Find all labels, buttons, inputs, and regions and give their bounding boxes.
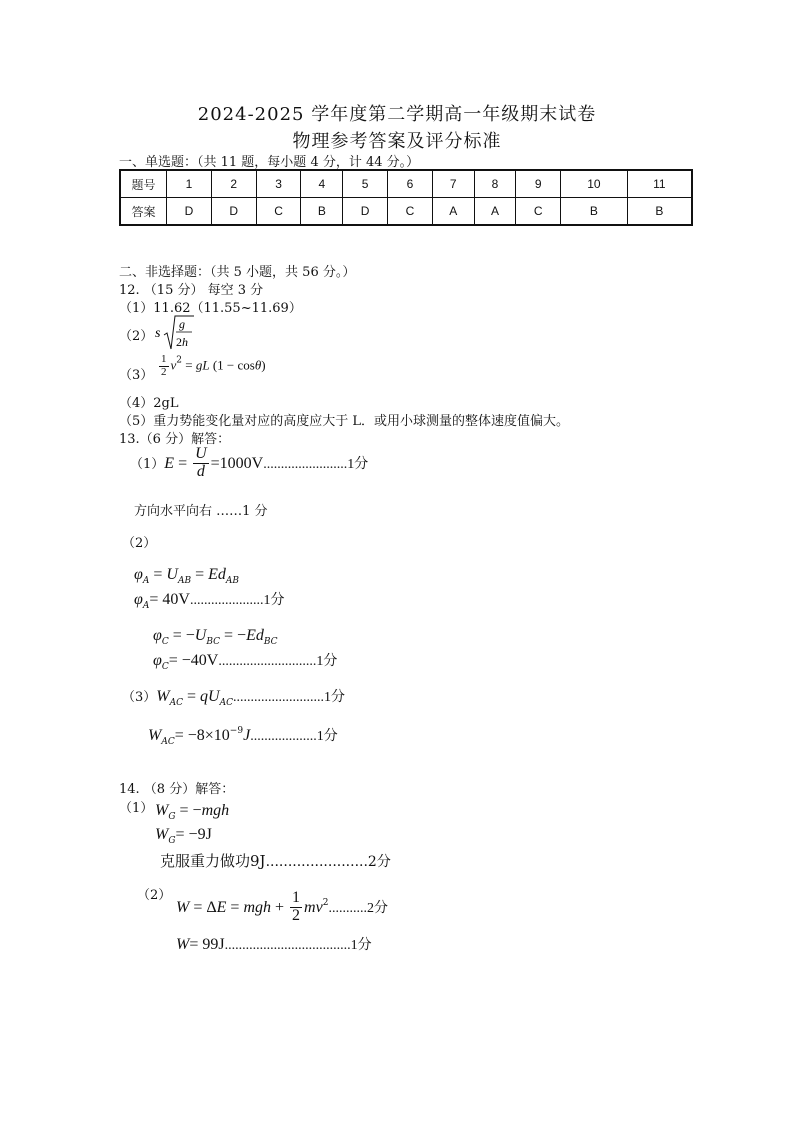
q13-phiA-def: $\varphi_A = U_{AB} = Ed_{AB}$ <box>134 566 240 586</box>
question-number: 7 <box>432 170 474 198</box>
q12-part1: （1）11.62（11.55~11.69） <box>119 301 302 316</box>
answer-cell: C <box>388 198 433 226</box>
question-number: 9 <box>516 170 561 198</box>
q13-part1-value: =1000V <box>210 454 264 472</box>
w-value: = 99J <box>189 936 225 953</box>
q12-part3-formula: $\frac{1}{2}$ $v^2$ = gL (1 − cosθ) <box>161 353 266 378</box>
wac-exponent: −9 <box>229 726 244 736</box>
q14-overcome <box>160 850 391 871</box>
answer-cell: C <box>256 198 301 226</box>
wg-value: = −9J <box>175 826 212 843</box>
q13-part1-score: ........................1分 <box>263 456 369 472</box>
q13-part1-label: （1） <box>130 456 165 472</box>
q12-part2-label: （2） <box>119 329 154 344</box>
phiA-score: .....................1分 <box>189 593 285 608</box>
question-number: 10 <box>561 170 628 198</box>
answer-cell: D <box>167 198 212 226</box>
q12-part3-label: （3） <box>119 368 154 383</box>
phiC-score: ............................1分 <box>218 654 338 669</box>
answer-cell: A <box>432 198 474 226</box>
w-value-score: ....................................1分 <box>224 938 372 953</box>
section2-heading: 二、非选择题：（共 5 小题，共 56 分。） <box>119 265 356 280</box>
exam-subtitle: 物理参考答案及评分标准 <box>292 131 502 152</box>
q14-part2-label: （2） <box>137 888 172 903</box>
section1-heading: 一、单选题：（共 11 题，每小题 4 分，计 44 分。） <box>119 155 420 170</box>
svg-text:2h: 2h <box>176 335 188 349</box>
answer-row-label: 答案 <box>120 198 167 226</box>
q12-part5: （5）重力势能变化量对应的高度应大于 L．或用小球测量的整体速度值偏大。 <box>119 414 570 429</box>
q13-header: 13.（6 分）解答： <box>119 432 231 447</box>
q13-phiC-def: $\varphi_C = -U_{BC} = -Ed_{BC}$ <box>153 627 278 647</box>
question-number: 6 <box>388 170 433 198</box>
q14-part1-label: （1） <box>119 801 154 816</box>
overcome-score: .......................2分 <box>265 854 391 870</box>
answer-cell: C <box>516 198 561 226</box>
answer-cell: B <box>561 198 628 226</box>
answer-cell: B <box>301 198 343 226</box>
answer-cell: B <box>627 198 692 226</box>
answer-table <box>119 169 693 226</box>
q14-w-def: W = ΔE = mgh + $\frac{1}{2}$ $mv^2...........2$分 <box>176 889 388 924</box>
q12-header: 12. （15 分） 每空 3 分 <box>119 283 264 298</box>
answer-cell: D <box>343 198 388 226</box>
q13-phiA-value: $\varphi_A= 40V.....................1$分 <box>134 591 285 611</box>
q13-phiC-value: $\varphi_C= -40V............................1$分 <box>153 652 338 672</box>
wac-value-score: ...................1分 <box>250 729 338 744</box>
svg-text:s: s <box>155 326 161 341</box>
q13-part2-label: （2） <box>122 536 157 551</box>
q14-w-value: W= 99J....................................1分 <box>176 936 372 953</box>
exam-title: 2024-2025 学年度第二学期高一年级期末试卷 <box>197 104 597 125</box>
sqrt-formula <box>155 313 195 353</box>
svg-text:g: g <box>179 317 185 331</box>
q12-part4: （4）2gL <box>119 396 179 411</box>
question-row <box>120 170 692 198</box>
q14-wg-value: $W_G= -9J$ <box>155 826 212 846</box>
wac-unit: J <box>243 727 251 744</box>
wac-score: ..........................1分 <box>232 690 345 705</box>
question-number: 4 <box>301 170 343 198</box>
question-number: 5 <box>343 170 388 198</box>
answer-cell: A <box>474 198 516 226</box>
overcome-text: 克服重力做功9J <box>160 852 266 870</box>
q13-direction: 方向水平向右 ……1 分 <box>134 504 268 519</box>
w-score: ...........2分 <box>328 900 388 916</box>
question-number: 2 <box>211 170 256 198</box>
question-row-label: 题号 <box>120 170 167 198</box>
phiC-value: = −40V <box>168 652 219 669</box>
q12-part2-formula <box>155 313 195 357</box>
wac-value: = −8×10 <box>174 727 230 744</box>
q13-part3-label: （3） <box>122 690 157 705</box>
question-number: 8 <box>474 170 516 198</box>
q14-header: 14. （8 分）解答： <box>119 782 235 797</box>
question-number: 11 <box>627 170 692 198</box>
q14-wg-def: $W_G = -mgh$ <box>155 802 230 822</box>
answer-row <box>120 198 692 226</box>
phiA-value: = 40V <box>149 591 190 608</box>
question-number: 1 <box>167 170 212 198</box>
q13-part3: $(3)W_{AC} = qU_{AC}..........................1$分 <box>122 688 345 708</box>
q13-part1: （1）E = $\frac{U}{d}$ =1000V........................1分 <box>130 445 369 480</box>
question-number: 3 <box>256 170 301 198</box>
answer-cell: D <box>211 198 256 226</box>
q13-wac-value: $W_{AC}= -8\times 10^{-9}J...................1$分 <box>148 726 338 747</box>
